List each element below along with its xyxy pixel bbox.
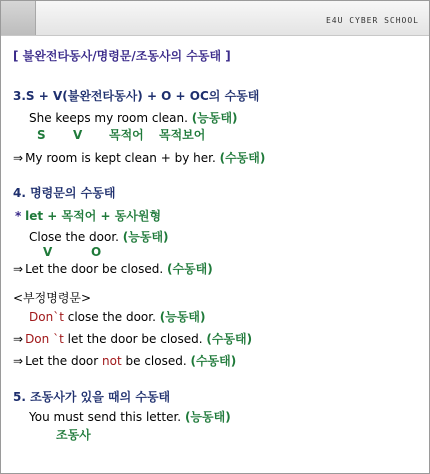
arrow-icon: ⇒ <box>13 151 24 165</box>
brand-label: E4U CYBER SCHOOL <box>325 16 419 25</box>
negative-passive-line-1 <box>13 332 252 346</box>
active-voice-tag: (능동태) <box>159 310 206 324</box>
arrow-icon: ⇒ <box>13 262 24 276</box>
section-4-heading: 4. 명령문의 수동태 <box>13 186 116 200</box>
section-4-passive-line <box>13 262 213 276</box>
section-3-active-line <box>29 111 238 125</box>
passive-voice-tag: (수동태) <box>190 354 237 368</box>
rule-text: let + 목적어 + 동사원형 <box>25 209 162 223</box>
section-5-heading: 5. 조동사가 있을 때의 수동태 <box>13 390 171 404</box>
section-3-passive-line <box>13 151 265 165</box>
section-3-heading: 3.S + V(불완전타동사) + O + OC의 수동태 <box>13 89 260 103</box>
arrow-icon: ⇒ <box>13 354 24 368</box>
active-sentence: Close the door. <box>29 230 119 244</box>
passive-sentence: My room is kept clean + by her. <box>25 151 216 165</box>
role-label-v: V <box>43 245 53 259</box>
header-bar <box>1 1 429 36</box>
dont-text: Don`t <box>29 310 64 324</box>
active-sentence: You must send this letter. <box>29 410 182 424</box>
dont-text: Don `t <box>25 332 64 346</box>
role-label-s: S <box>37 128 46 142</box>
page-title: [ 불완전타동사/명령문/조동사의 수동태 ] <box>13 49 231 63</box>
role-label-object-complement: 목적보어 <box>159 128 206 142</box>
passive-voice-tag: (수동태) <box>166 262 213 276</box>
passive-sentence-end: be closed. <box>125 354 187 368</box>
role-label-v: V <box>73 128 83 142</box>
passive-voice-tag: (수동태) <box>219 151 266 165</box>
role-label-auxiliary: 조동사 <box>56 428 91 442</box>
role-label-object: 목적어 <box>109 128 144 142</box>
section-5-active-line <box>29 410 231 424</box>
section-4-rule <box>15 209 161 223</box>
passive-voice-tag: (수동태) <box>206 332 253 346</box>
negative-imperative-heading: <부정명령문> <box>13 291 92 305</box>
section-4-active-line <box>29 230 169 244</box>
active-sentence: She keeps my room clean. <box>29 111 188 125</box>
passive-sentence-start: Let the door <box>25 354 99 368</box>
negative-passive-line-2 <box>13 354 236 368</box>
asterisk-bullet: * <box>15 209 22 223</box>
role-label-o: O <box>91 245 102 259</box>
arrow-icon: ⇒ <box>13 332 24 346</box>
active-voice-tag: (능동태) <box>122 230 169 244</box>
passive-sentence: Let the door be closed. <box>25 262 164 276</box>
negative-active-line <box>29 310 206 324</box>
active-voice-tag: (능동태) <box>191 111 238 125</box>
not-text: not <box>102 354 122 368</box>
active-voice-tag: (능동태) <box>184 410 231 424</box>
passive-sentence-rest: let the door be closed. <box>67 332 203 346</box>
active-sentence-rest: close the door. <box>67 310 156 324</box>
header-tab-block <box>1 1 36 35</box>
